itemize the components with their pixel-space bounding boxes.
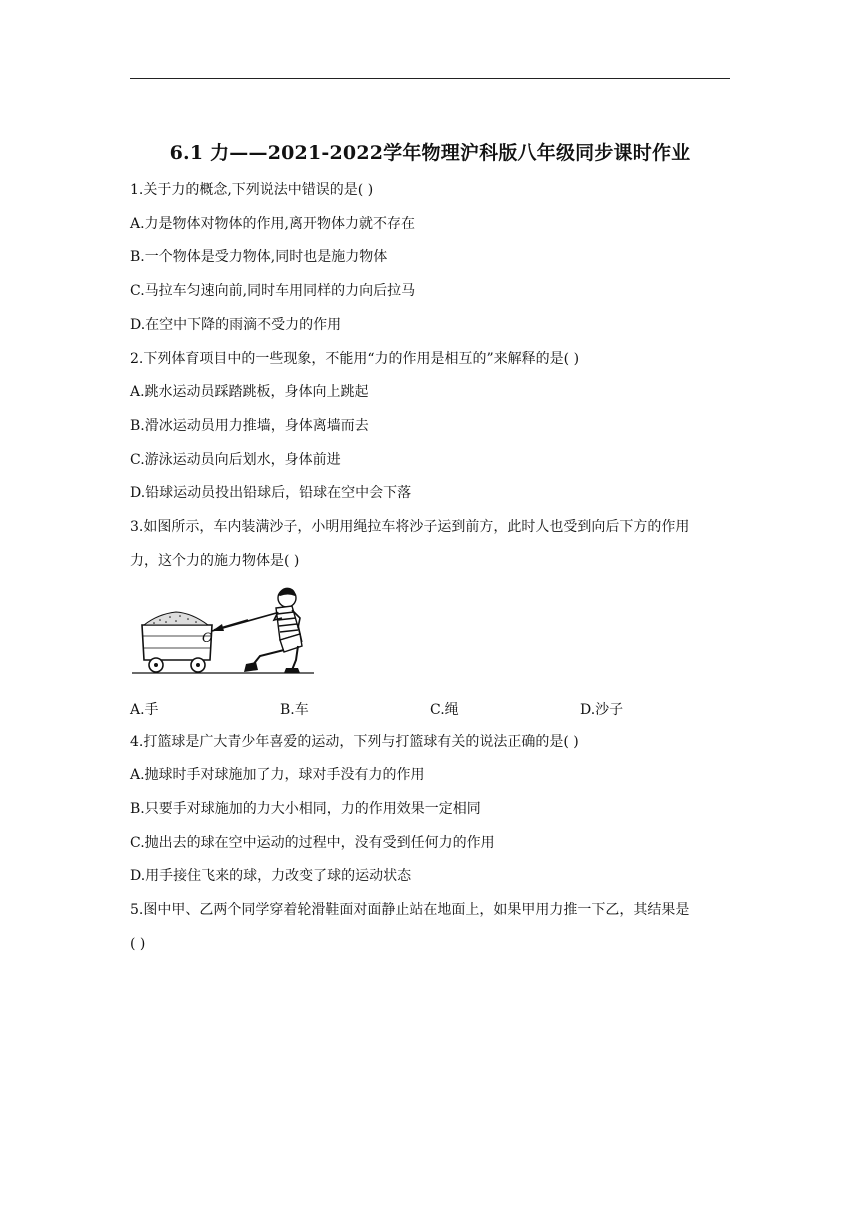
q5-stem-line1: 5.图中甲、乙两个同学穿着轮滑鞋面对面静止站在地面上，如果甲用力推一下乙，其结果是: [130, 902, 690, 918]
q4-option-a: A.抛球时手对球施加了力，球对手没有力的作用: [130, 767, 425, 783]
q3-options-row: [0, 699, 860, 717]
q3-stem-line1: 3.如图所示，车内装满沙子，小明用绳拉车将沙子运到前方，此时人也受到向后下方的作用: [130, 519, 690, 535]
q2-option-b: B.滑冰运动员用力推墙，身体离墙而去: [130, 418, 369, 434]
page-title: 6.1 力——2021-2022学年物理沪科版八年级同步课时作业: [169, 142, 691, 164]
point-o-label: O: [202, 631, 213, 646]
q2-option-c: C.游泳运动员向后划水，身体前进: [130, 452, 341, 468]
header-rule: [130, 78, 730, 79]
q2-option-a: A.跳水运动员踩踏跳板，身体向上跳起: [130, 384, 369, 400]
boy-leg-back: [252, 650, 284, 666]
q3-figure-boy-pulling-cart: [130, 584, 316, 676]
q3-option-c: C.绳: [430, 702, 459, 718]
q4-stem: 4.打篮球是广大青少年喜爱的运动，下列与打篮球有关的说法正确的是( ): [130, 734, 579, 750]
q2-stem: 2.下列体育项目中的一些现象，不能用“力的作用是相互的”来解释的是( ): [130, 351, 580, 367]
q1-option-d: D.在空中下降的雨滴不受力的作用: [130, 317, 342, 333]
q1-option-b: B.一个物体是受力物体,同时也是施力物体: [130, 249, 388, 265]
q1-option-c: C.马拉车匀速向前,同时车用同样的力向后拉马: [130, 283, 416, 299]
boy-shoe-back: [244, 662, 258, 672]
q4-option-b: B.只要手对球施加的力大小相同，力的作用效果一定相同: [130, 801, 481, 817]
q2-option-d: D.铅球运动员投出铅球后，铅球在空中会下落: [130, 485, 412, 501]
q4-option-c: C.抛出去的球在空中运动的过程中，没有受到任何力的作用: [130, 835, 495, 851]
boy-shoe-front: [284, 668, 300, 673]
q4-option-d: D.用手接住飞来的球，力改变了球的运动状态: [130, 868, 412, 884]
q3-option-a: A.手: [130, 702, 159, 718]
q1-stem: 1.关于力的概念,下列说法中错误的是( ): [130, 182, 374, 198]
q3-stem-line2: 力，这个力的施力物体是( ): [130, 553, 300, 569]
q3-option-d: D.沙子: [580, 702, 624, 718]
cart-boy-illustration: [130, 584, 316, 676]
q3-option-b: B.车: [280, 702, 309, 718]
q1-option-a: A.力是物体对物体的作用,离开物体力就不存在: [130, 216, 416, 232]
q5-stem-line2: ( ): [130, 936, 146, 952]
